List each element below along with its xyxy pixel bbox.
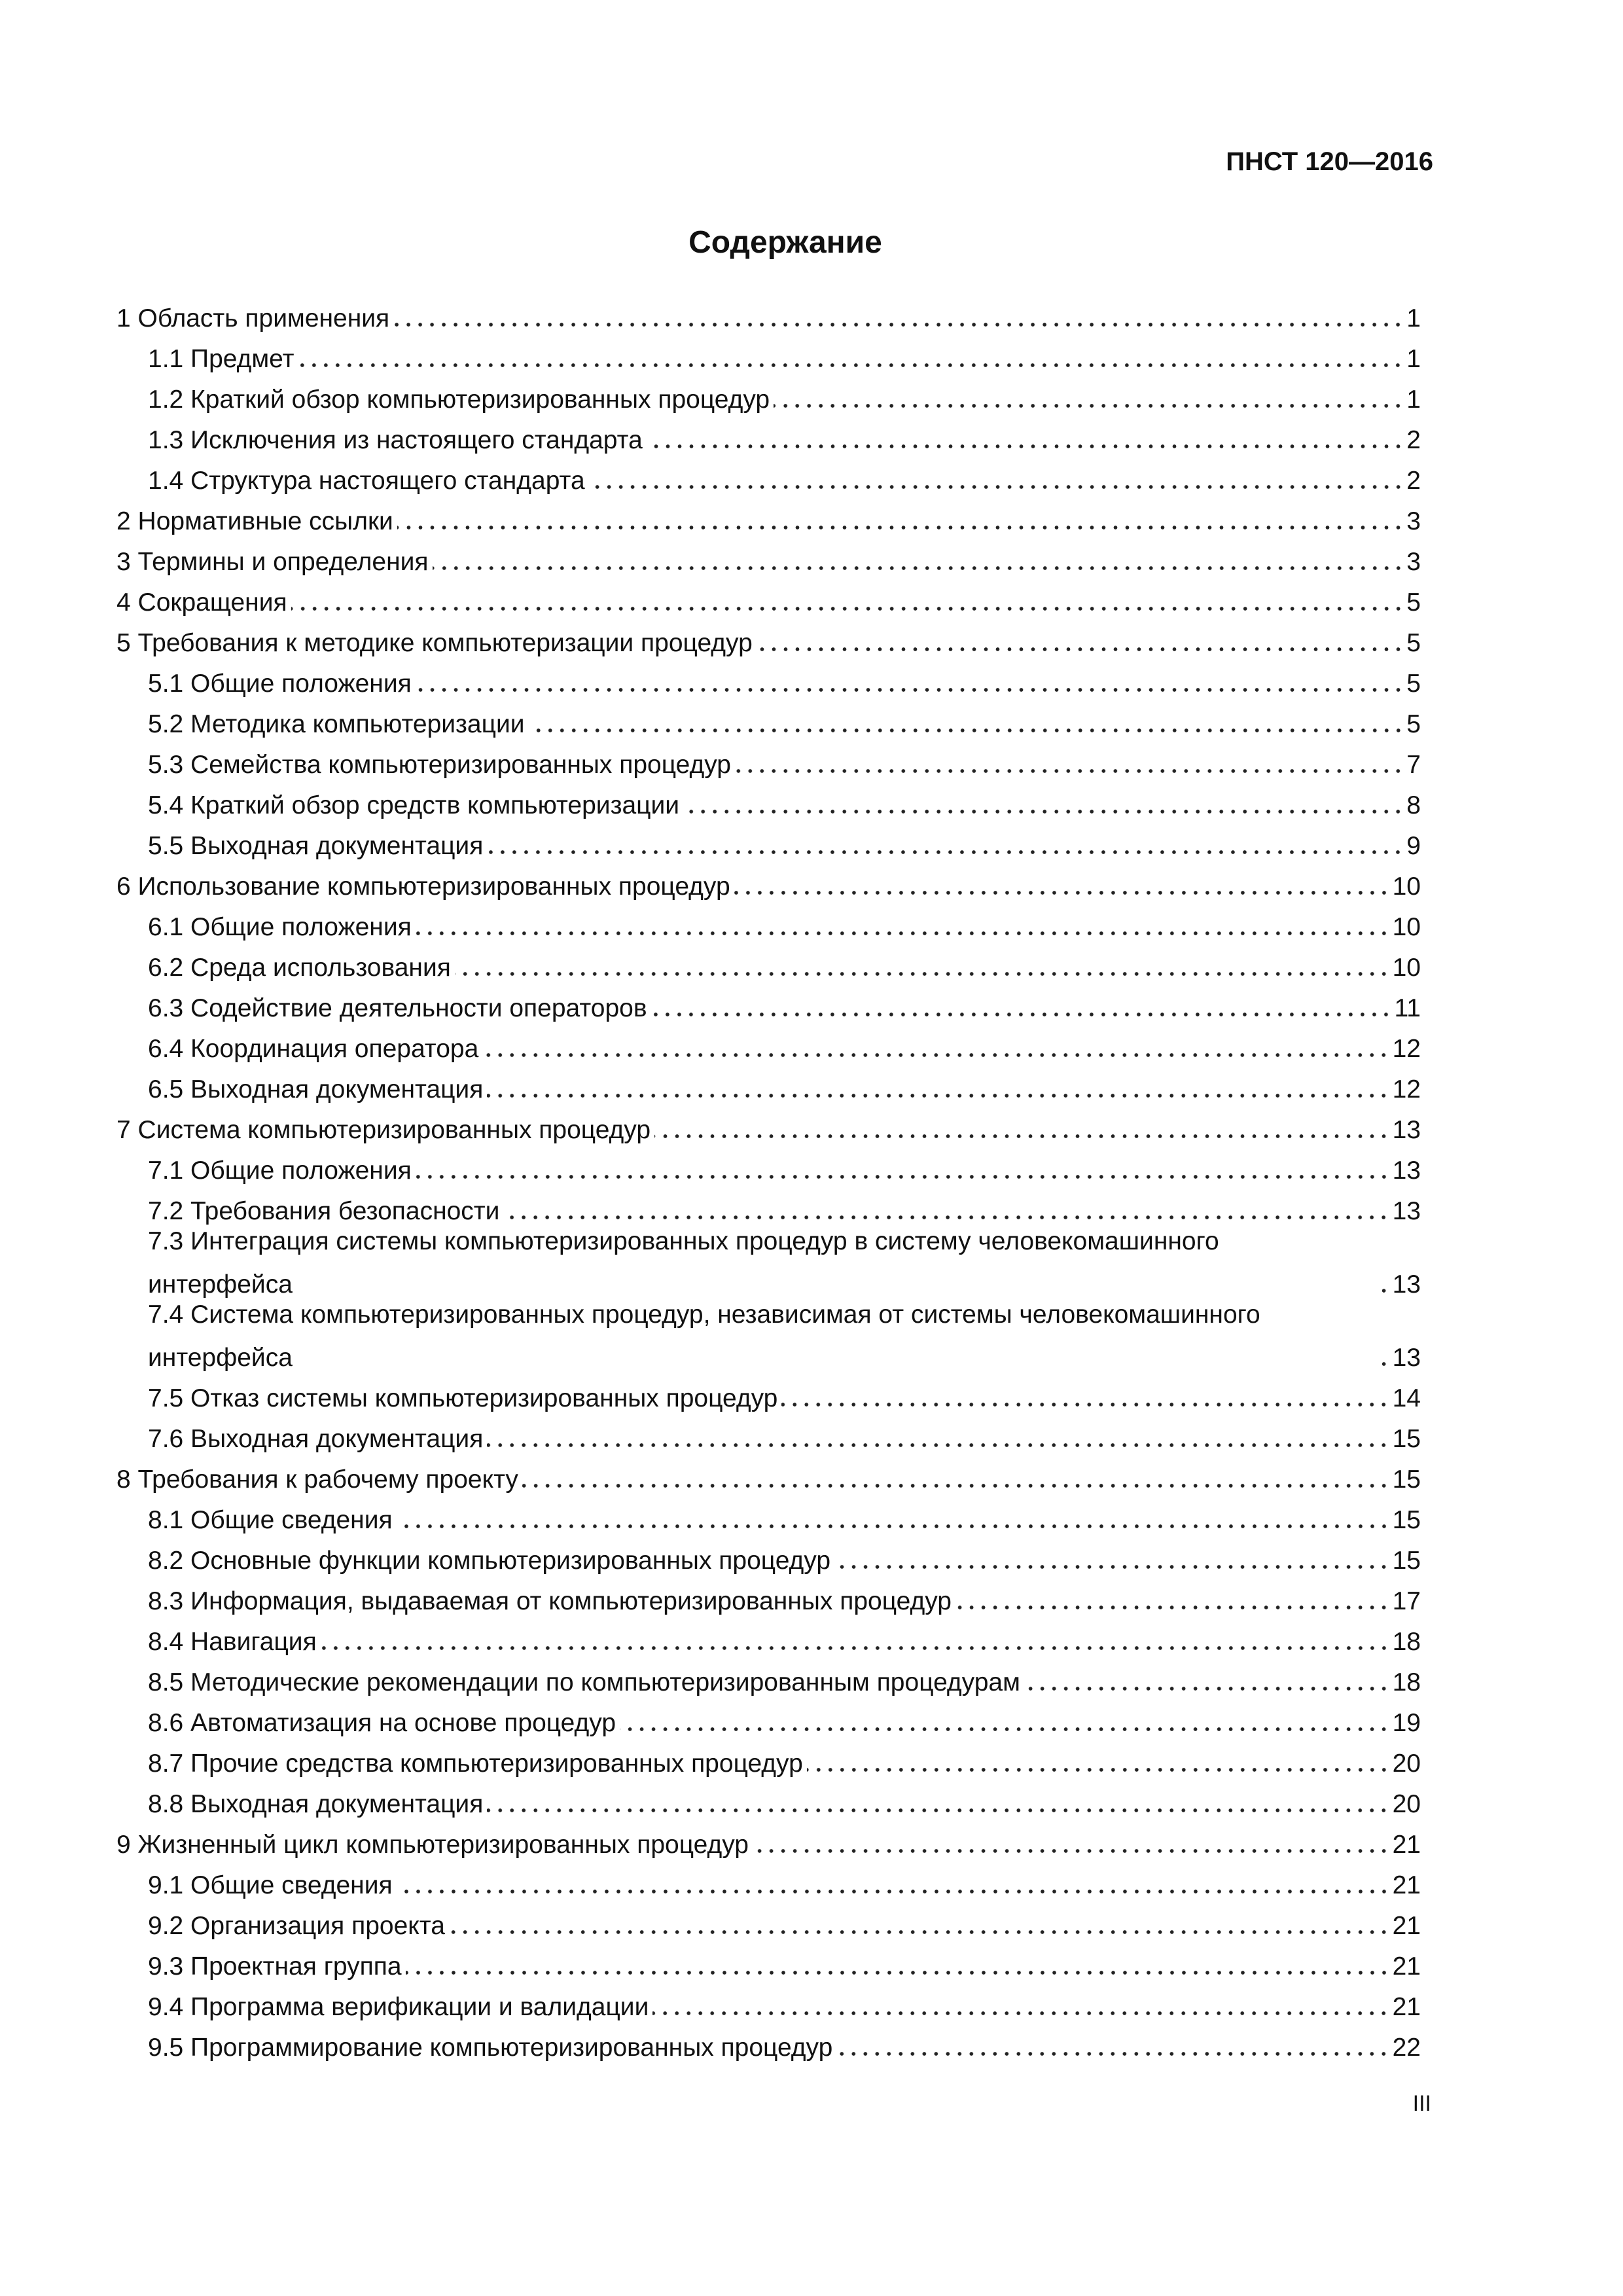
toc-entry-page: 2 [1406, 426, 1421, 454]
toc-entry-label: 6.5 Выходная документация [148, 1075, 484, 1103]
dot-leader [955, 1605, 1390, 1610]
toc-entry [116, 374, 1421, 415]
toc-entry-label: 3 Термины и определения [116, 548, 429, 576]
toc-entry-page: 13 [1392, 1157, 1421, 1185]
toc-entry-label: 7.6 Выходная документация [148, 1425, 484, 1453]
dot-leader [651, 1012, 1392, 1017]
dot-leader [487, 1808, 1389, 1813]
dot-leader [774, 403, 1404, 408]
toc-entry-label: 9 Жизненный цикл компьютеризированных процедур [116, 1831, 749, 1859]
toc-entry-label: 9.2 Организация проекта [148, 1912, 445, 1940]
toc-entry-label: 8.5 Методические рекомендации по компьютеризированным процедурам [148, 1668, 1020, 1696]
toc-entry-label: 5.4 Краткий обзор средств компьютеризации [148, 791, 680, 819]
dot-leader [291, 606, 1404, 611]
toc-entry-page: 5 [1406, 588, 1421, 617]
dot-leader [1382, 1288, 1390, 1293]
toc-entry-page: 19 [1392, 1709, 1421, 1737]
dot-leader [529, 728, 1404, 733]
toc-entry [116, 1454, 1421, 1495]
toc-entry-page: 20 [1392, 1790, 1421, 1818]
toc-entry [116, 577, 1421, 618]
toc-entry [116, 942, 1421, 983]
toc-entry [116, 1982, 1421, 2022]
toc-entry-page: 2 [1406, 467, 1421, 495]
toc-entry [116, 1186, 1421, 1227]
toc-entry [116, 1576, 1421, 1617]
toc-entry [116, 334, 1421, 374]
toc-entry-page: 10 [1392, 954, 1421, 982]
dot-leader [620, 1727, 1390, 1732]
toc-entry [116, 1414, 1421, 1454]
toc-entry-page: 18 [1392, 1668, 1421, 1696]
toc-entry-label: 8.7 Прочие средства компьютеризированных процедур [148, 1749, 803, 1778]
dot-leader [298, 363, 1404, 368]
toc-entry [116, 2022, 1421, 2063]
dot-leader [416, 931, 1390, 936]
dot-leader [397, 1889, 1390, 1894]
toc-entry [116, 1145, 1421, 1186]
toc-entry-page: 15 [1392, 1465, 1421, 1494]
toc-entry [116, 1617, 1421, 1657]
dot-leader [455, 971, 1390, 977]
toc-entry-page: 13 [1392, 1116, 1421, 1144]
dot-leader [503, 1215, 1389, 1220]
toc-entry-page: 12 [1392, 1075, 1421, 1103]
dot-leader [1382, 1361, 1390, 1367]
toc-entry-label-continued: интерфейса [148, 1344, 293, 1372]
toc-entry [116, 1698, 1421, 1738]
toc-entry-label: 9.5 Программирование компьютеризированных процедур [148, 2034, 833, 2062]
toc-entry-label-continued: интерфейса [148, 1270, 293, 1299]
toc-entry-page: 15 [1392, 1547, 1421, 1575]
toc-entry [116, 1901, 1421, 1941]
dot-leader [836, 2051, 1389, 2056]
dot-leader [683, 809, 1404, 814]
toc-entry-label: 6 Использование компьютеризированных процедур [116, 872, 730, 901]
toc-entry-page: 3 [1406, 548, 1421, 576]
toc-entry-label: 5.5 Выходная документация [148, 832, 484, 860]
dot-leader [757, 647, 1404, 652]
toc-entry [116, 740, 1421, 780]
toc-entry-label: 7.1 Общие положения [148, 1157, 412, 1185]
toc-entry [116, 658, 1421, 699]
toc-entry-label: 7.2 Требования безопасности [148, 1197, 500, 1225]
dot-leader [416, 687, 1404, 692]
toc-entry-label: 8.2 Основные функции компьютеризированных процедур [148, 1547, 831, 1575]
toc-entry-page: 10 [1392, 913, 1421, 941]
toc-entry-label: 7.4 Система компьютеризированных процедур, независимая от системы человекомашинного [148, 1300, 1260, 1329]
toc-entry [116, 1738, 1421, 1779]
toc-entry-label: 1.2 Краткий обзор компьютеризированных процедур [148, 386, 770, 414]
toc-entry-label: 8.1 Общие сведения [148, 1506, 393, 1534]
toc-entry-page: 15 [1392, 1506, 1421, 1534]
toc-entry-label: 9.4 Программа верификации и валидации [148, 1993, 649, 2021]
toc-entry-page: 21 [1392, 1952, 1421, 1981]
toc-entry-page: 7 [1406, 751, 1421, 779]
toc-entry-label: 5.2 Методика компьютеризации [148, 710, 525, 738]
toc-entry [116, 902, 1421, 942]
toc-entry-page: 21 [1392, 1993, 1421, 2021]
dot-leader [589, 484, 1404, 490]
dot-leader [487, 850, 1404, 855]
toc-entry-page: 18 [1392, 1628, 1421, 1656]
toc-entry-page: 11 [1394, 994, 1421, 1022]
toc-entry-label: 7.3 Интеграция системы компьютеризированных процедур в систему человекомашинного [148, 1227, 1219, 1255]
toc-entry [116, 1820, 1421, 1860]
toc-entry [116, 1373, 1421, 1414]
toc-entry-page: 5 [1406, 670, 1421, 698]
dot-leader [781, 1402, 1389, 1407]
dot-leader [735, 768, 1404, 774]
toc-entry-label: 9.1 Общие сведения [148, 1871, 393, 1899]
page-title: Содержание [688, 225, 882, 260]
document-code: ПНСТ 120—2016 [1226, 147, 1433, 176]
toc-entry-page: 3 [1406, 507, 1421, 535]
toc-entry-page: 22 [1392, 2034, 1421, 2062]
toc-entry-label: 9.3 Проектная группа [148, 1952, 402, 1981]
dot-leader [734, 890, 1390, 895]
toc-entry-label: 8.8 Выходная документация [148, 1790, 484, 1818]
toc-entry [116, 293, 1421, 334]
toc-entry-page: 15 [1392, 1425, 1421, 1453]
toc-entry [116, 1779, 1421, 1820]
dot-leader [406, 1970, 1390, 1975]
dot-leader [753, 1848, 1390, 1854]
toc-entry-label: 6.2 Среда использования [148, 954, 451, 982]
toc-entry [116, 1024, 1421, 1064]
toc-entry [116, 456, 1421, 496]
toc-entry-label: 8.6 Автоматизация на основе процедур [148, 1709, 616, 1737]
toc-entry-page: 12 [1392, 1035, 1421, 1063]
toc-entry-page: 5 [1406, 710, 1421, 738]
toc-entry [116, 1535, 1421, 1576]
toc-entry-label: 2 Нормативные ссылки [116, 507, 393, 535]
toc-entry-label: 5.3 Семейства компьютеризированных процедур [148, 751, 731, 779]
toc-entry-page: 5 [1406, 629, 1421, 657]
toc-entry-page: 21 [1392, 1831, 1421, 1859]
toc-entry-page: 14 [1392, 1384, 1421, 1412]
toc-entry-page: 10 [1392, 872, 1421, 901]
dot-leader [834, 1564, 1390, 1570]
toc-entry [116, 537, 1421, 577]
dot-leader [397, 525, 1404, 530]
dot-leader [487, 1093, 1389, 1098]
dot-leader [416, 1174, 1390, 1179]
toc-entry-label: 6.4 Координация оператора [148, 1035, 479, 1063]
toc-entry-label: 6.1 Общие положения [148, 913, 412, 941]
toc-entry [116, 1064, 1421, 1105]
toc-entry [116, 821, 1421, 861]
toc-entry-page: 20 [1392, 1749, 1421, 1778]
toc-entry-page: 21 [1392, 1912, 1421, 1940]
toc-entry-page: 9 [1406, 832, 1421, 860]
table-of-contents [116, 293, 1421, 2063]
toc-entry-label: 1 Область применения [116, 304, 390, 332]
toc-entry [116, 780, 1421, 821]
toc-entry-label: 1.4 Структура настоящего стандарта [148, 467, 585, 495]
toc-entry-label: 1.1 Предмет [148, 345, 294, 373]
toc-entry-page: 8 [1406, 791, 1421, 819]
toc-entry-label: 1.3 Исключения из настоящего стандарта [148, 426, 643, 454]
toc-entry-label: 5.1 Общие положения [148, 670, 412, 698]
toc-entry-page: 1 [1406, 304, 1421, 332]
toc-entry [116, 1105, 1421, 1145]
dot-leader [393, 322, 1404, 327]
dot-leader [522, 1483, 1390, 1488]
toc-entry [116, 1941, 1421, 1982]
toc-entry-label: 4 Сокращения [116, 588, 287, 617]
toc-entry-label: 8.4 Навигация [148, 1628, 317, 1656]
dot-leader [482, 1052, 1389, 1058]
toc-entry-label: 8.3 Информация, выдаваемая от компьютеризированных процедур [148, 1587, 952, 1615]
dot-leader [647, 444, 1404, 449]
page-number: III [1412, 2091, 1431, 2116]
toc-entry-page: 17 [1392, 1587, 1421, 1615]
dot-leader [487, 1443, 1389, 1448]
toc-entry [116, 983, 1421, 1024]
toc-entry [116, 861, 1421, 902]
toc-entry-page: 13 [1392, 1270, 1421, 1299]
toc-entry [116, 699, 1421, 740]
dot-leader [807, 1767, 1390, 1772]
toc-entry [116, 1227, 1421, 1300]
toc-entry [116, 1300, 1421, 1373]
toc-entry-label: 7 Система компьютеризированных процедур [116, 1116, 651, 1144]
dot-leader [433, 565, 1404, 571]
toc-entry-label: 7.5 Отказ системы компьютеризированных процедур [148, 1384, 778, 1412]
toc-entry [116, 415, 1421, 456]
toc-entry-label: 6.3 Содействие деятельности операторов [148, 994, 647, 1022]
toc-entry-page: 1 [1406, 345, 1421, 373]
toc-entry-page: 1 [1406, 386, 1421, 414]
dot-leader [397, 1524, 1390, 1529]
toc-entry-page: 21 [1392, 1871, 1421, 1899]
toc-entry [116, 1657, 1421, 1698]
dot-leader [1024, 1686, 1390, 1691]
dot-leader [321, 1645, 1390, 1651]
toc-entry [116, 1860, 1421, 1901]
toc-entry-label: 8 Требования к рабочему проекту [116, 1465, 518, 1494]
toc-entry [116, 496, 1421, 537]
dot-leader [449, 1929, 1390, 1935]
dot-leader [652, 2011, 1389, 2016]
toc-entry [116, 1495, 1421, 1535]
toc-entry-page: 13 [1392, 1344, 1421, 1372]
toc-entry-page: 13 [1392, 1197, 1421, 1225]
dot-leader [654, 1134, 1390, 1139]
toc-entry [116, 618, 1421, 658]
toc-entry-label: 5 Требования к методике компьютеризации процедур [116, 629, 753, 657]
